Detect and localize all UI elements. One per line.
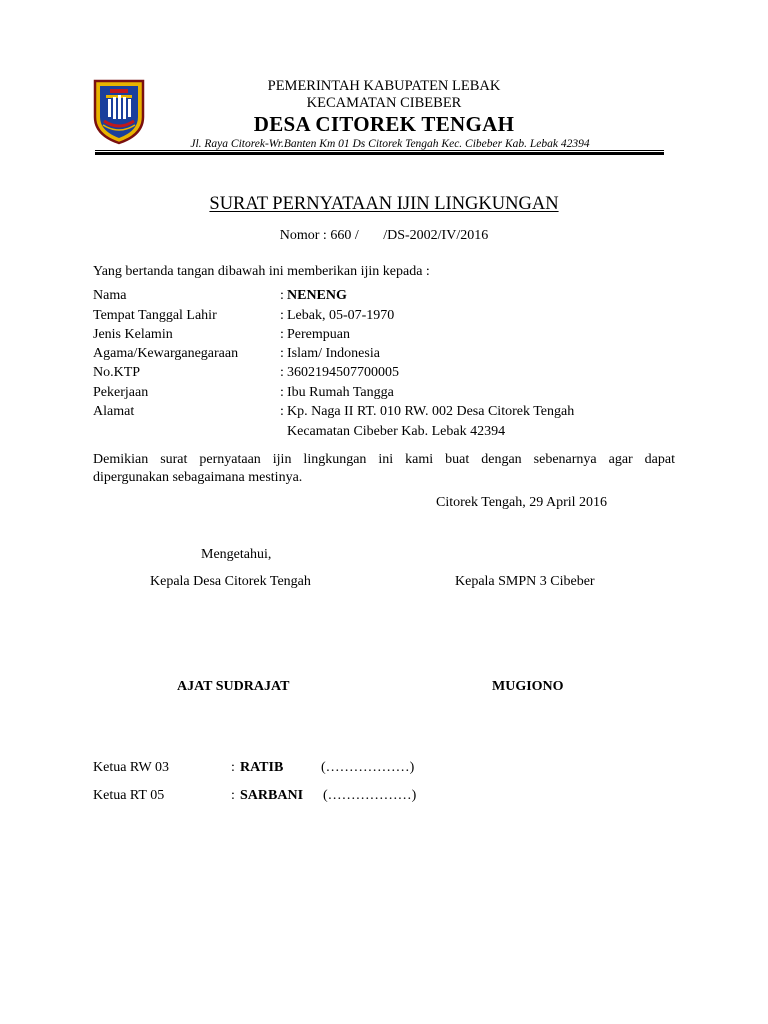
header-government: PEMERINTAH KABUPATEN LEBAK [267, 78, 501, 94]
field-label-job: Pekerjaan [93, 385, 149, 400]
header-divider-thick [95, 152, 664, 155]
header-district: KECAMATAN CIBEBER [306, 95, 462, 111]
field-value-nama: NENENG [287, 288, 347, 303]
rt-signature-blank: (………………) [323, 788, 417, 803]
letter-date: Citorek Tengah, 29 April 2016 [436, 495, 608, 510]
letter-title: SURAT PERNYATAAN IJIN LINGKUNGAN [209, 194, 559, 214]
field-colon: : [280, 327, 284, 342]
signer-name-school-head: MUGIONO [492, 679, 564, 694]
closing-paragraph [93, 451, 675, 487]
rw-name: RATIB [240, 760, 284, 775]
closing-line2: dipergunakan sebagaimana mestinya. [93, 470, 303, 485]
field-colon: : [280, 308, 284, 323]
rt-label: Ketua RT 05 [93, 788, 165, 803]
field-label-gender: Jenis Kelamin [93, 327, 173, 342]
field-colon: : [280, 346, 284, 361]
intro-text: Yang bertanda tangan dibawah ini memberikan ijin kepada : [93, 264, 430, 279]
field-value-ttl: Lebak, 05-07-1970 [287, 308, 395, 323]
field-colon: : [280, 385, 284, 400]
field-value-ktp: 3602194507700005 [287, 365, 399, 380]
field-value-gender: Perempuan [287, 327, 350, 342]
field-label-ktp: No.KTP [93, 365, 141, 380]
signer-title-school-head: Kepala SMPN 3 Cibeber [455, 574, 595, 589]
field-value-address: Kp. Naga II RT. 010 RW. 002 Desa Citorek Tengah [287, 404, 575, 419]
field-colon: : [280, 288, 284, 303]
field-colon: : [280, 365, 284, 380]
header-divider-thin [95, 150, 664, 151]
letter-number: Nomor : 660 / /DS-2002/IV/2016 [279, 228, 489, 243]
rw-label: Ketua RW 03 [93, 760, 169, 775]
header-address: Jl. Raya Citorek-Wr.Banten Km 01 Ds Citorek Tengah Kec. Cibeber Kab. Lebak 42394 [190, 138, 590, 150]
rw-signature-blank: (………………) [321, 760, 415, 775]
field-label-religion: Agama/Kewarganegaraan [93, 346, 239, 361]
field-label-nama: Nama [93, 288, 127, 303]
closing-line1: Demikian surat pernyataan ijin lingkungan ini kami buat dengan sebenarnya agar dapat [93, 452, 675, 467]
field-label-ttl: Tempat Tanggal Lahir [93, 308, 217, 323]
field-value-job: Ibu Rumah Tangga [287, 385, 394, 400]
header-village: DESA CITOREK TENGAH [253, 112, 515, 136]
rw-colon: : [231, 760, 235, 775]
rt-name: SARBANI [240, 788, 304, 803]
field-value-religion: Islam/ Indonesia [287, 346, 380, 361]
signer-name-village-head: AJAT SUDRAJAT [177, 679, 290, 694]
field-value-address-line2: Kecamatan Cibeber Kab. Lebak 42394 [287, 424, 506, 439]
rt-colon: : [231, 788, 235, 803]
field-label-address: Alamat [93, 404, 135, 419]
field-colon: : [280, 404, 284, 419]
signer-title-village-head: Kepala Desa Citorek Tengah [150, 574, 311, 589]
acknowledged-label: Mengetahui, [201, 547, 272, 562]
